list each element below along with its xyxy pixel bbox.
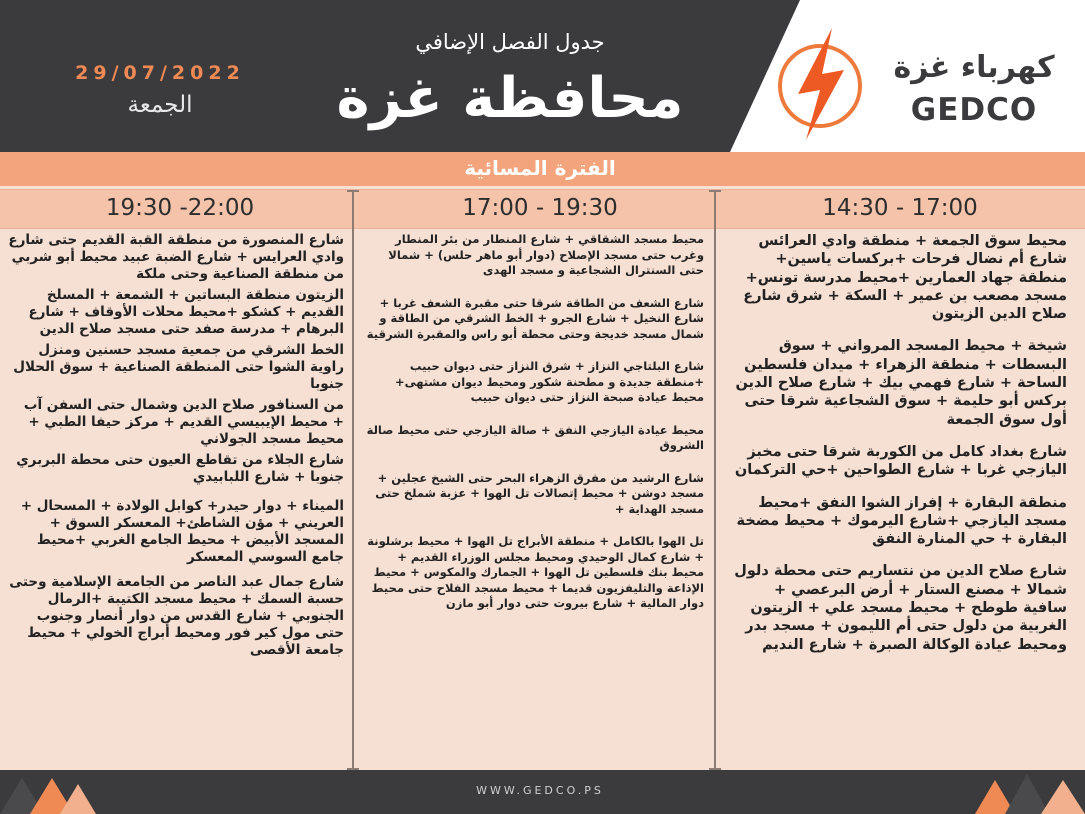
column-divider bbox=[352, 190, 354, 770]
area-paragraph: الزيتون منطقة البساتين + الشمعة + المسلخ القديم + كشكو +محيط محلات الأوقاف + شارع البرهام + مدرسة صفد حتى مسجد صلاح الدين bbox=[28, 287, 344, 337]
footer-decoration-left bbox=[0, 770, 120, 814]
area-paragraph: محيط مسجد الشقاقي + شارع المنطار من بئر المنطار وغرب حتى مسجد الإصلاح (دوار أبو ماهر حلس) + شمالا حتى السنترال الشجاعية و مسجد الهدى bbox=[388, 232, 704, 277]
column-divider bbox=[714, 190, 716, 770]
area-paragraph: محيط سوق الجمعة + منطقة وادي العرائس شارع أم نضال فرحات +بركسات ياسين+ منطقة جهاد العمارين +محيط مدرسة تونس+ مسجد مصعب بن عمير + السكة + شرق شارع صلاح الدين الزيتون bbox=[743, 233, 1067, 323]
area-paragraph: شارع البلتاجي النزاز + شرق النزاز حتى ديوان حبيب +منطقة جديدة و مطحنة شكور ومحيط ديوان مشتهى+ محيط عيادة صبحة النزاز حتى ديوان حبيب bbox=[395, 359, 704, 404]
area-paragraph: الخط الشرقي من جمعية مسجد حسنين ومنزل راوية الشوا حتى المنطقة الصناعية + سوق الحلال جنوبا bbox=[13, 342, 344, 392]
time-slot-1: 14:30 - 17:00 bbox=[822, 195, 978, 221]
footer-decoration-right bbox=[965, 770, 1085, 814]
brand-name-arabic: كهرباء غزة bbox=[893, 50, 1055, 85]
area-paragraph: شارع بغداد كامل من الكوربة شرقا حتى مخبز اليازجي غربا + شارع الطواحين +حي التركمان bbox=[734, 443, 1067, 479]
time-slot-2: 17:00 - 19:30 bbox=[462, 195, 618, 221]
column-3-areas bbox=[8, 232, 344, 659]
schedule-subtitle: جدول الفصل الإضافي bbox=[415, 30, 605, 54]
area-paragraph: من السنافور صلاح الدين وشمال حتى السفن آب + محيط الإيبيسي القديم + مركز حيفا الطبي + محيط مسجد الجولاني bbox=[23, 397, 344, 447]
area-paragraph: شارع الجلاء من تقاطع العيون حتى محطة البربري جنوبا + شارع اللبابيدي bbox=[16, 452, 344, 485]
area-paragraph: شارع صلاح الدين من نتساريم حتى محطة دلول شمالا + مصنع الستار + أرض البرعصي + سافية طوطح + محيط مسجد علي + الزيتون الغربية من دلول حتى أم الليمون + مسجد بدر ومحيط عيادة الوكالة الصبرة + شارع النديم bbox=[734, 563, 1067, 653]
period-label: الفترة المسائية bbox=[464, 156, 616, 180]
column-1-areas bbox=[727, 232, 1067, 654]
time-slot-3: 19:30 -22:00 bbox=[105, 195, 255, 221]
area-paragraph: منطقة البقارة + إفراز الشوا النفق +محيط مسجد اليازجي +شارع اليرموك + محيط مضخة البقارة + حي المنارة النفق bbox=[736, 494, 1067, 548]
area-paragraph: الميناء + دوار حيدر+ كوابل الولادة + المسحال + العريني + مؤن الشاطئ+ المعسكر السوق + المسجد الأبيض + محيط الجامع الغربي +محيط جامع السوسي المعسكر bbox=[20, 498, 344, 565]
website-link[interactable]: WWW.GEDCO.PS bbox=[476, 784, 604, 797]
area-paragraph: شارع جمال عبد الناصر من الجامعة الإسلامية وحتى حسبة السمك + محيط مسجد الكتيبة +الرمال الجنوبي + شارع القدس من دوار أنصار وجنوب حتى مول كير فور ومحيط أبراج الخولي + محيط جامعة الأقصى bbox=[9, 574, 344, 658]
area-paragraph: شارع الشعف من الطاقة شرقا حتى مقبرة الشعف غربا + شارع النخيل + شارع الجرو + الخط الشرقي من الطاقة و شمال مسجد خديجة وحتى محطة أبو راس والمقبرة الشرقية bbox=[366, 295, 704, 341]
area-paragraph: محيط عيادة اليازجي النفق + صالة اليازجي حتى محيط صالة الشروق bbox=[366, 422, 704, 452]
area-paragraph: تل الهوا بالكامل + منطقة الأبراج تل الهوا + محيط برشلونة + شارع كمال الوحيدي ومحيط مجلس الوزراء القديم + محيط بنك فلسطين تل الهوا + الجمارك والمكوس + محيط الإذاعة والتليفزيون قديما + محيط مسجد الفلاح حتى محيط دوار المالية + شارع بيروت حتى دوار أبو مازن bbox=[367, 534, 704, 610]
area-paragraph: شارع الرشيد من مفرق الزهراء البحر حتى الشيخ عجلين + مسجد دوشن + محيط إتصالات تل الهوا + عزبة شملخ حتى مسجد الهداية + bbox=[375, 470, 704, 516]
area-paragraph: شارع المنصورة من منطقة القبة القديم حتى شارع وادي العرايس + شارع الضبة عبيد محيط أبو شربي من منطقة الصناعية وحتى ملكة bbox=[8, 232, 344, 282]
day-label: الجمعة bbox=[127, 92, 193, 118]
lightning-bolt-icon bbox=[770, 24, 870, 142]
area-paragraph: شيخة + محيط المسجد المرواني + سوق البسطات + منطقة الزهراء + ميدان فلسطين الساحة + شارع فهمي بيك + شارع صلاح الدين بركس أبو حليمة + سوق الشجاعية شرقا حتى أول سوق الجمعة bbox=[735, 338, 1067, 428]
column-2-areas bbox=[364, 232, 704, 612]
page-title: محافظة غزة bbox=[336, 66, 684, 131]
date-label: 29/07/2022 bbox=[75, 62, 245, 84]
brand-name-english: GEDCO bbox=[910, 92, 1038, 128]
